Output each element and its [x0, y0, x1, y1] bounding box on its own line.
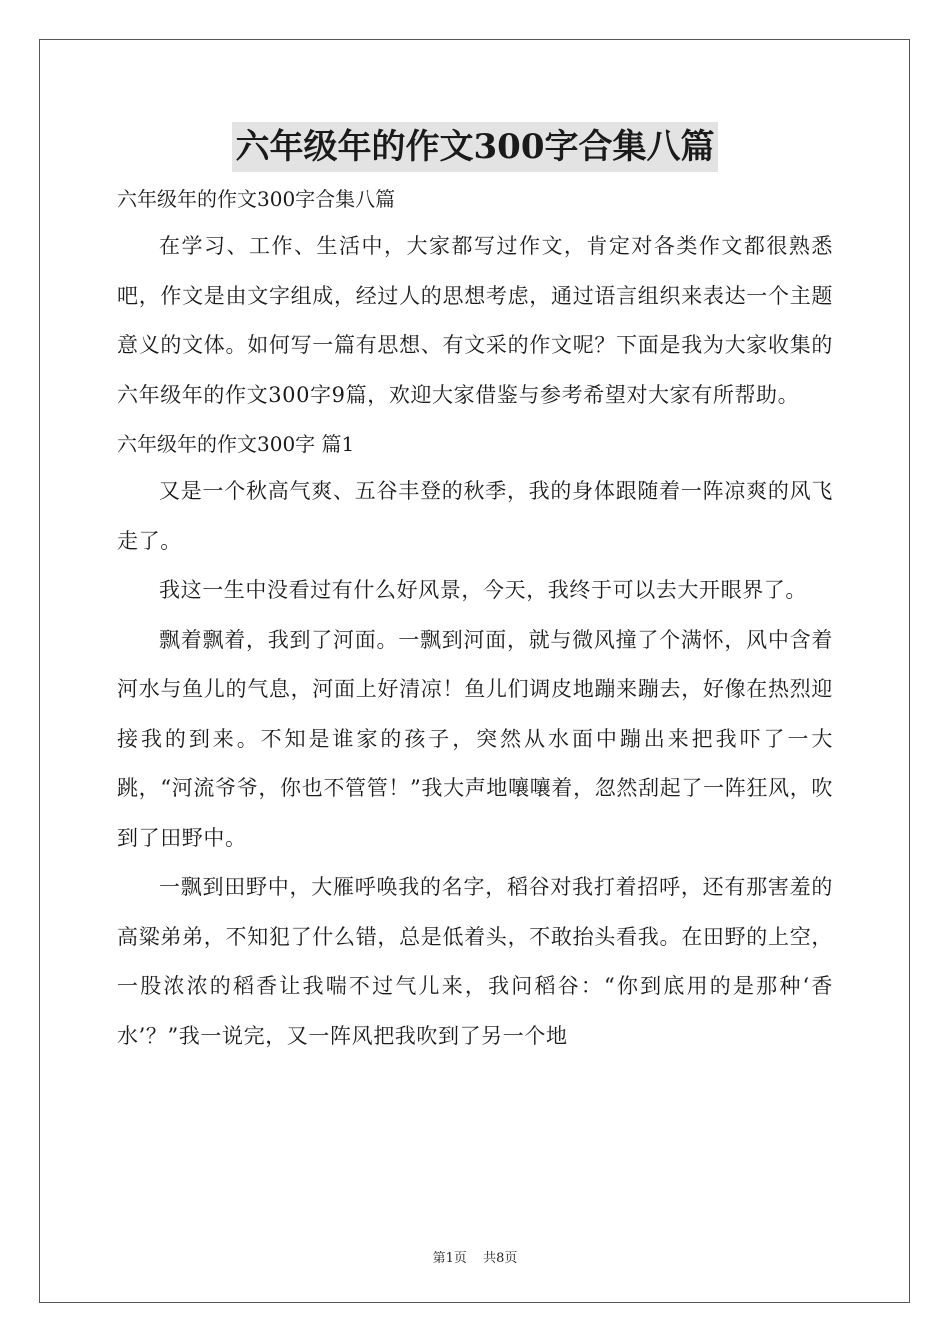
paragraph: 飘着飘着，我到了河面。一飘到河面，就与微风撞了个满怀，风中含着河水与鱼儿的气息，河面上好清凉！鱼儿们调皮地蹦来蹦去，好像在热烈迎接我的到来。不知是谁家的孩子，突然从水面中蹦出来把我吓了一大跳，“河流爷爷，你也不管管！”我大声地嚷嚷着，忽然刮起了一阵狂风，吹到了田野中。 [117, 627, 833, 850]
document-title: 六年级年的作文300字合集八篇 [232, 122, 719, 172]
paragraph: 又是一个秋高气爽、五谷丰登的秋季，我的身体跟随着一阵凉爽的风飞走了。 [117, 479, 833, 553]
page-total: 共8页 [483, 1251, 518, 1266]
paragraph: 一飘到田野中，大雁呼唤我的名字，稻谷对我打着招呼，还有那害羞的高粱弟弟，不知犯了什么错，总是低着头，不敢抬头看我。在田野的上空，一股浓浓的稻香让我喘不过气儿来，我问稻谷：“你到底用的是那种‘香水’？”我一说完，又一阵风把我吹到了另一个地 [117, 875, 833, 1048]
intro-paragraph: 在学习、工作、生活中，大家都写过作文，肯定对各类作文都很熟悉吧，作文是由文字组成，经过人的思想考虑，通过语言组织来表达一个主题意义的文体。如何写一篇有思想、有文采的作文呢？下面是我为大家收集的六年级年的作文300字9篇，欢迎大家借鉴与参考希望对大家有所帮助。 [117, 234, 833, 407]
paragraph: 我这一生中没看过有什么好风景，今天，我终于可以去大开眼界了。 [159, 578, 807, 602]
document-subtitle: 六年级年的作文300字合集八篇 [117, 187, 396, 211]
section-heading: 六年级年的作文300字 篇1 [117, 432, 355, 456]
title-container [0, 122, 950, 172]
page-footer [0, 1247, 950, 1266]
page-number: 第1页 [432, 1251, 467, 1266]
document-body [117, 176, 833, 1061]
